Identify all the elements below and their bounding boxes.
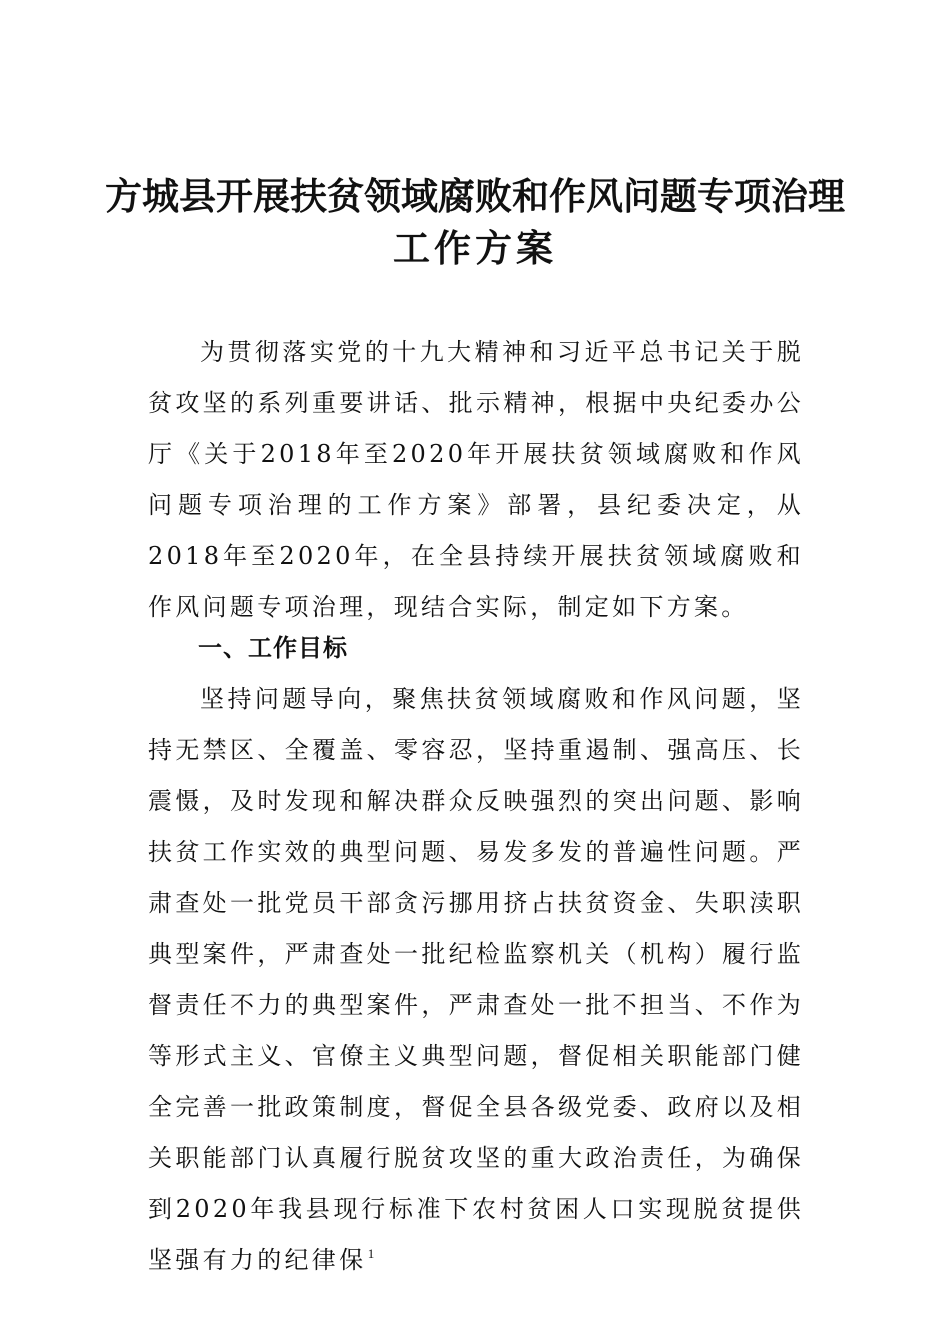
work-goals-paragraph: 坚持问题导向，聚焦扶贫领域腐败和作风问题，坚持无禁区、全覆盖、零容忍，坚持重遏制、强高压、长震慑，及时发现和解决群众反映强烈的突出问题、影响扶贫工作实效的典型问题、易发多发的普遍性问题。严肃查处一批党员干部贪污挪用挤占扶贫资金、失职渎职典型案件，严肃查处一批纪检监察机关（机构）履行监督责任不力的典型案件，严肃查处一批不担当、不作为等形式主义、官僚主义典型问题，督促相关职能部门健全完善一批政策制度，督促全县各级党委、政府以及相关职能部门认真履行脱贫攻坚的重大政治责任，为确保到2020年我县现行标准下农村贫困人口实现脱贫提供坚强有力的纪律保 — [148, 685, 804, 1274]
section-heading-work-goals: 一、工作目标 — [198, 634, 348, 662]
document-title-line-1: 方城县开展扶贫领域腐败和作风问题专项治理 — [105, 174, 845, 218]
document-title-line-2: 工作方案 — [393, 226, 557, 270]
page-number: 1 — [367, 1246, 375, 1261]
intro-paragraph: 为贯彻落实党的十九大精神和习近平总书记关于脱贫攻坚的系列重要讲话、批示精神，根据中央纪委办公厅《关于2018年至2020年开展扶贫领域腐败和作风问题专项治理的工作方案》部署，县纪委决定，从2018年至2020年，在全县持续开展扶贫领域腐败和作风问题专项治理，现结合实际，制定如下方案。 — [148, 338, 804, 621]
